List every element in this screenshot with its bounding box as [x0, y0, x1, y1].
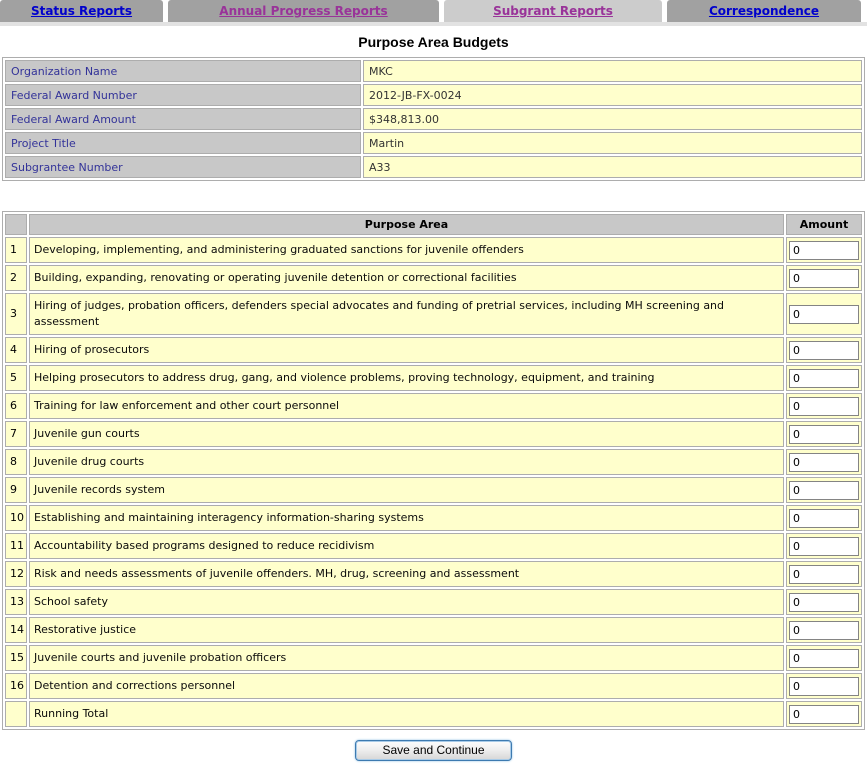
running-total-input[interactable] — [789, 705, 859, 724]
info-label: Organization Name — [5, 60, 361, 82]
budget-row-14 — [5, 617, 862, 643]
purpose-area-label: Hiring of prosecutors — [29, 337, 784, 363]
column-header-number — [5, 214, 27, 235]
tab-link-correspondence[interactable]: Correspondence — [708, 4, 820, 18]
running-total-row — [5, 701, 862, 727]
purpose-area-label: Running Total — [29, 701, 784, 727]
amount-cell — [786, 589, 862, 615]
row-number: 6 — [5, 393, 27, 419]
row-number: 14 — [5, 617, 27, 643]
row-number: 10 — [5, 505, 27, 531]
budget-header-row — [5, 214, 862, 235]
amount-input-7[interactable] — [789, 425, 859, 444]
info-value: A33 — [363, 156, 862, 178]
info-value: Martin — [363, 132, 862, 154]
amount-input-3[interactable] — [789, 305, 859, 324]
purpose-area-label: Juvenile courts and juvenile probation officers — [29, 645, 784, 671]
info-label: Subgrantee Number — [5, 156, 361, 178]
amount-cell — [786, 645, 862, 671]
amount-input-16[interactable] — [789, 677, 859, 696]
purpose-area-label: Building, expanding, renovating or operating juvenile detention or correctional facilities — [29, 265, 784, 291]
tab-link-subgrant-reports[interactable]: Subgrant Reports — [493, 4, 613, 18]
budget-row-7 — [5, 421, 862, 447]
info-label: Federal Award Number — [5, 84, 361, 106]
award-info-table — [2, 57, 865, 181]
amount-cell — [786, 393, 862, 419]
tab-status-reports[interactable] — [0, 0, 163, 22]
info-value: MKC — [363, 60, 862, 82]
amount-cell — [786, 365, 862, 391]
purpose-area-label: Establishing and maintaining interagency information-sharing systems — [29, 505, 784, 531]
amount-cell — [786, 237, 862, 263]
tab-annual-progress-reports[interactable] — [168, 0, 439, 22]
amount-cell — [786, 293, 862, 335]
budget-row-10 — [5, 505, 862, 531]
amount-input-15[interactable] — [789, 649, 859, 668]
tab-link-status-reports[interactable]: Status Reports — [30, 4, 133, 18]
info-label: Federal Award Amount — [5, 108, 361, 130]
budget-row-4 — [5, 337, 862, 363]
tab-strip — [0, 22, 867, 26]
amount-cell — [786, 505, 862, 531]
amount-input-10[interactable] — [789, 509, 859, 528]
budget-row-2 — [5, 265, 862, 291]
row-number: 9 — [5, 477, 27, 503]
budget-row-15 — [5, 645, 862, 671]
save-and-continue-button[interactable]: Save and Continue — [355, 740, 511, 761]
amount-cell — [786, 701, 862, 727]
amount-input-11[interactable] — [789, 537, 859, 556]
purpose-area-label: Hiring of judges, probation officers, defenders special advocates and funding of pretrial services, including MH screening and assessment — [29, 293, 784, 335]
row-number: 12 — [5, 561, 27, 587]
row-number: 2 — [5, 265, 27, 291]
purpose-area-label: Juvenile drug courts — [29, 449, 784, 475]
amount-input-13[interactable] — [789, 593, 859, 612]
column-header-amount: Amount — [786, 214, 862, 235]
budget-row-13 — [5, 589, 862, 615]
amount-input-8[interactable] — [789, 453, 859, 472]
purpose-area-label: Developing, implementing, and administering graduated sanctions for juvenile offenders — [29, 237, 784, 263]
budget-row-3 — [5, 293, 862, 335]
row-number — [5, 701, 27, 727]
amount-cell — [786, 617, 862, 643]
button-row — [0, 740, 867, 765]
award-info-table-body — [5, 60, 862, 178]
amount-input-14[interactable] — [789, 621, 859, 640]
row-number: 16 — [5, 673, 27, 699]
info-row-federal-award-number — [5, 84, 862, 106]
tab-subgrant-reports[interactable] — [444, 0, 662, 22]
budget-table-body — [5, 237, 862, 727]
amount-input-1[interactable] — [789, 241, 859, 260]
purpose-area-label: Training for law enforcement and other court personnel — [29, 393, 784, 419]
purpose-area-label: Accountability based programs designed to reduce recidivism — [29, 533, 784, 559]
info-row-subgrantee-number — [5, 156, 862, 178]
row-number: 13 — [5, 589, 27, 615]
page-title: Purpose Area Budgets — [358, 34, 509, 50]
row-number: 5 — [5, 365, 27, 391]
amount-cell — [786, 533, 862, 559]
tab-bar — [0, 0, 867, 22]
purpose-area-label: Juvenile gun courts — [29, 421, 784, 447]
row-number: 4 — [5, 337, 27, 363]
tab-link-annual-progress-reports[interactable]: Annual Progress Reports — [219, 4, 388, 18]
info-row-federal-award-amount — [5, 108, 862, 130]
info-row-organization-name — [5, 60, 862, 82]
amount-cell — [786, 561, 862, 587]
purpose-area-label: Helping prosecutors to address drug, gang, and violence problems, proving technology, equipment, and training — [29, 365, 784, 391]
amount-input-9[interactable] — [789, 481, 859, 500]
amount-cell — [786, 673, 862, 699]
row-number: 15 — [5, 645, 27, 671]
budget-row-5 — [5, 365, 862, 391]
info-value: 2012-JB-FX-0024 — [363, 84, 862, 106]
amount-cell — [786, 265, 862, 291]
row-number: 1 — [5, 237, 27, 263]
budget-row-12 — [5, 561, 862, 587]
info-label: Project Title — [5, 132, 361, 154]
amount-input-2[interactable] — [789, 269, 859, 288]
budget-row-11 — [5, 533, 862, 559]
amount-input-4[interactable] — [789, 341, 859, 360]
amount-cell — [786, 337, 862, 363]
amount-cell — [786, 421, 862, 447]
column-header-purpose-area: Purpose Area — [29, 214, 784, 235]
budget-row-16 — [5, 673, 862, 699]
purpose-area-label: Detention and corrections personnel — [29, 673, 784, 699]
budget-row-9 — [5, 477, 862, 503]
tab-correspondence[interactable] — [667, 0, 861, 22]
purpose-area-budget-table — [2, 211, 865, 730]
budget-row-6 — [5, 393, 862, 419]
budget-row-8 — [5, 449, 862, 475]
amount-cell — [786, 477, 862, 503]
info-row-project-title — [5, 132, 862, 154]
amount-input-12[interactable] — [789, 565, 859, 584]
amount-input-6[interactable] — [789, 397, 859, 416]
row-number: 8 — [5, 449, 27, 475]
row-number: 11 — [5, 533, 27, 559]
row-number: 3 — [5, 293, 27, 335]
purpose-area-label: Risk and needs assessments of juvenile offenders. MH, drug, screening and assessment — [29, 561, 784, 587]
budget-row-1 — [5, 237, 862, 263]
purpose-area-label: School safety — [29, 589, 784, 615]
amount-cell — [786, 449, 862, 475]
amount-input-5[interactable] — [789, 369, 859, 388]
purpose-area-label: Restorative justice — [29, 617, 784, 643]
row-number: 7 — [5, 421, 27, 447]
purpose-area-label: Juvenile records system — [29, 477, 784, 503]
info-value: $348,813.00 — [363, 108, 862, 130]
